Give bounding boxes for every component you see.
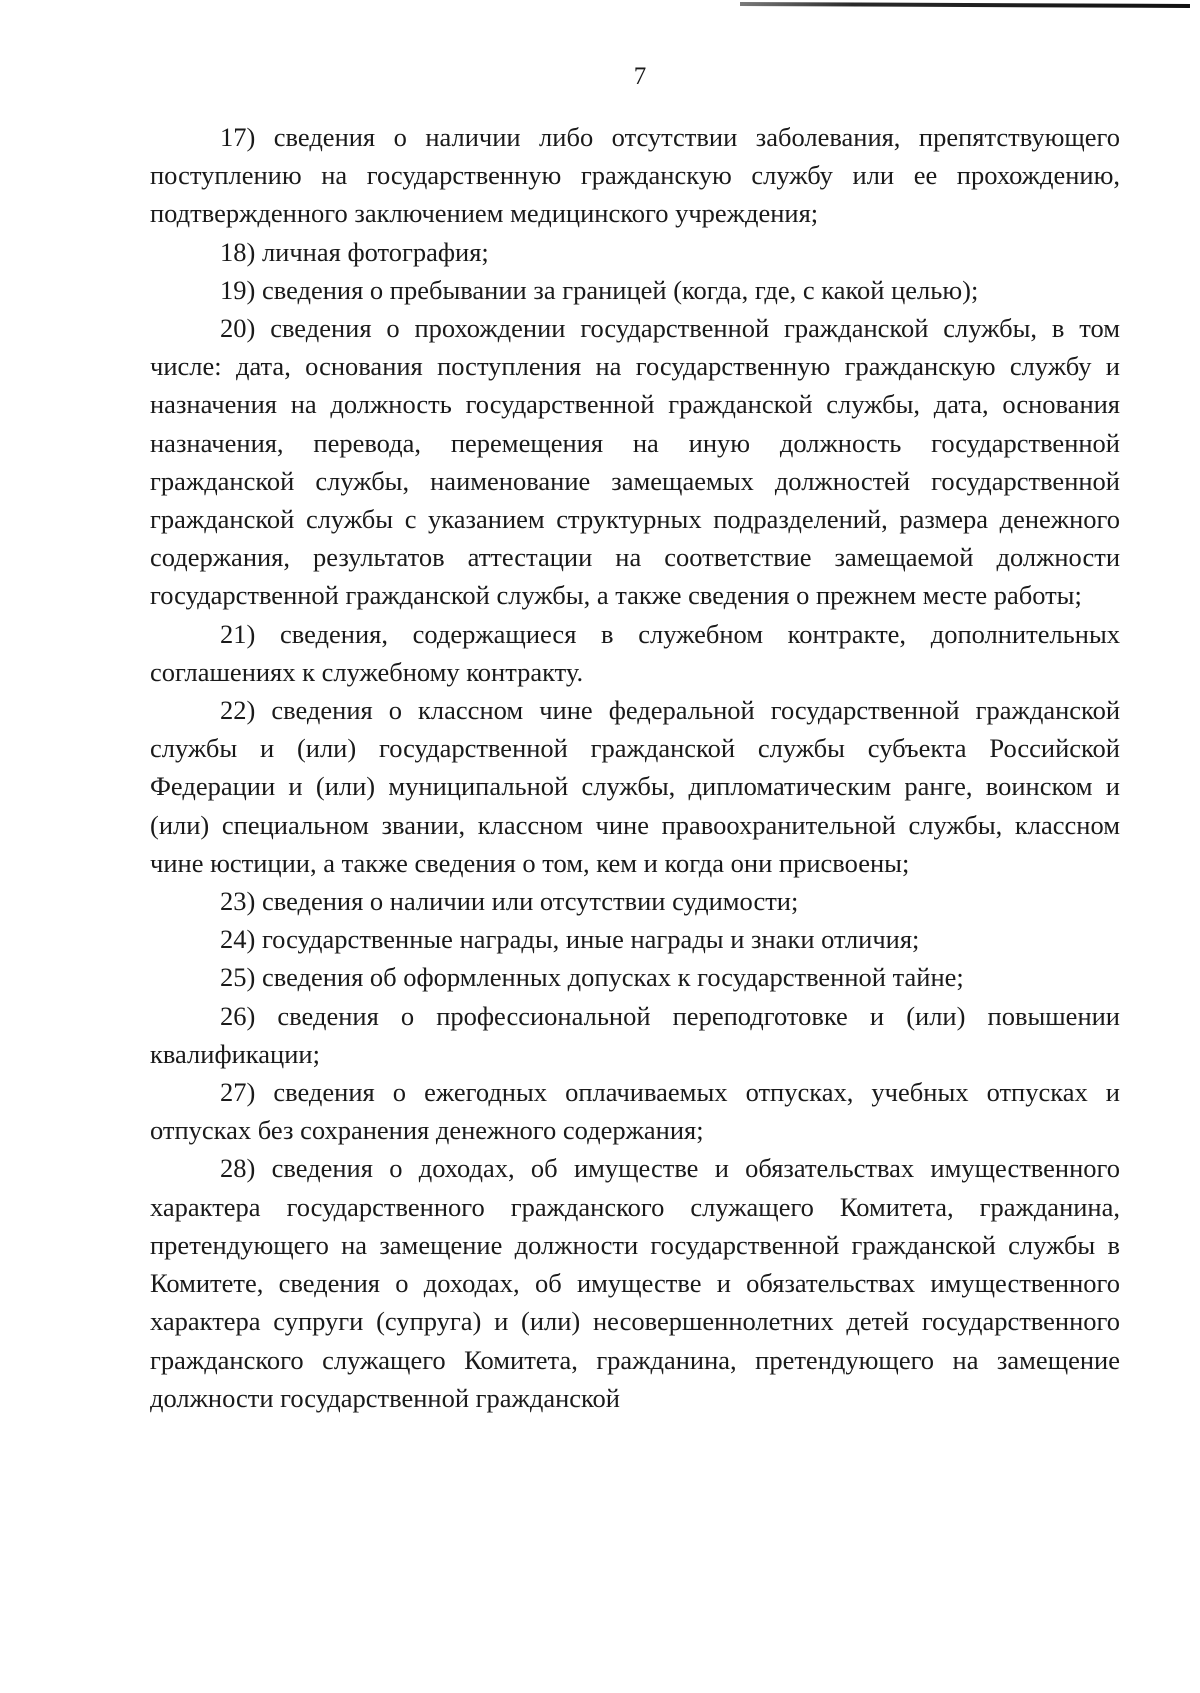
list-item-26: 26) сведения о профессиональной переподготовке и (или) повышении квалификации;: [150, 1000, 1120, 1069]
list-item-20: 20) сведения о прохождении государственной гражданской службы, в том числе: дата, основания поступления на государственную гражданскую службу и назначения на должность государственной гражданской службы, дата, основания назначения, перевода, перемещения на иную должность государственной гражданской службы, наименование замещаемых должностей государственной гражданской службы с указанием структурных подразделений, размера денежного содержания, результатов аттестации на соответствие замещаемой должности государственной гражданской службы, а также сведения о прежнем месте работы;: [150, 313, 1120, 611]
list-item-21: 21) сведения, содержащиеся в служебном контракте, дополнительных соглашениях к служебному контракту.: [150, 618, 1120, 687]
page-number: 7: [633, 63, 647, 90]
top-scan-rule: [740, 2, 1190, 8]
list-item-19: 19) сведения о пребывании за границей (когда, где, с какой целью);: [220, 274, 979, 305]
document-body: [150, 118, 1120, 1417]
list-item-28: 28) сведения о доходах, об имуществе и обязательствах имущественного характера государственного гражданского служащего Комитета, гражданина, претендующего на замещение должности государственной гражданской службы в Комитете, сведения о доходах, об имуществе и обязательствах имущественного характера супруги (супруга) и (или) несовершеннолетних детей государственного гражданского служащего Комитета, гражданина, претендующего на замещение должности государственной гражданской: [150, 1153, 1120, 1413]
list-item-23: 23) сведения о наличии или отсутствии судимости;: [220, 886, 799, 917]
list-item-24: 24) государственные награды, иные награды и знаки отличия;: [220, 924, 920, 955]
list-item-17: 17) сведения о наличии либо отсутствии заболевания, препятствующего поступлению на государственную гражданскую службу или ее прохождению, подтвержденного заключением медицинского учреждения;: [150, 122, 1120, 229]
list-item-27: 27) сведения о ежегодных оплачиваемых отпусках, учебных отпусках и отпусках без сохранения денежного содержания;: [150, 1077, 1120, 1146]
list-item-22: 22) сведения о классном чине федеральной государственной гражданской службы и (или) государственной гражданской службы субъекта Российской Федерации и (или) муниципальной службы, дипломатическим ранге, воинском и (или) специальном звании, классном чине правоохранительной службы, классном чине юстиции, а также сведения о том, кем и когда они присвоены;: [150, 695, 1120, 878]
list-item-18: 18) личная фотография;: [220, 236, 489, 267]
list-item-25: 25) сведения об оформленных допусках к государственной тайне;: [220, 962, 964, 993]
